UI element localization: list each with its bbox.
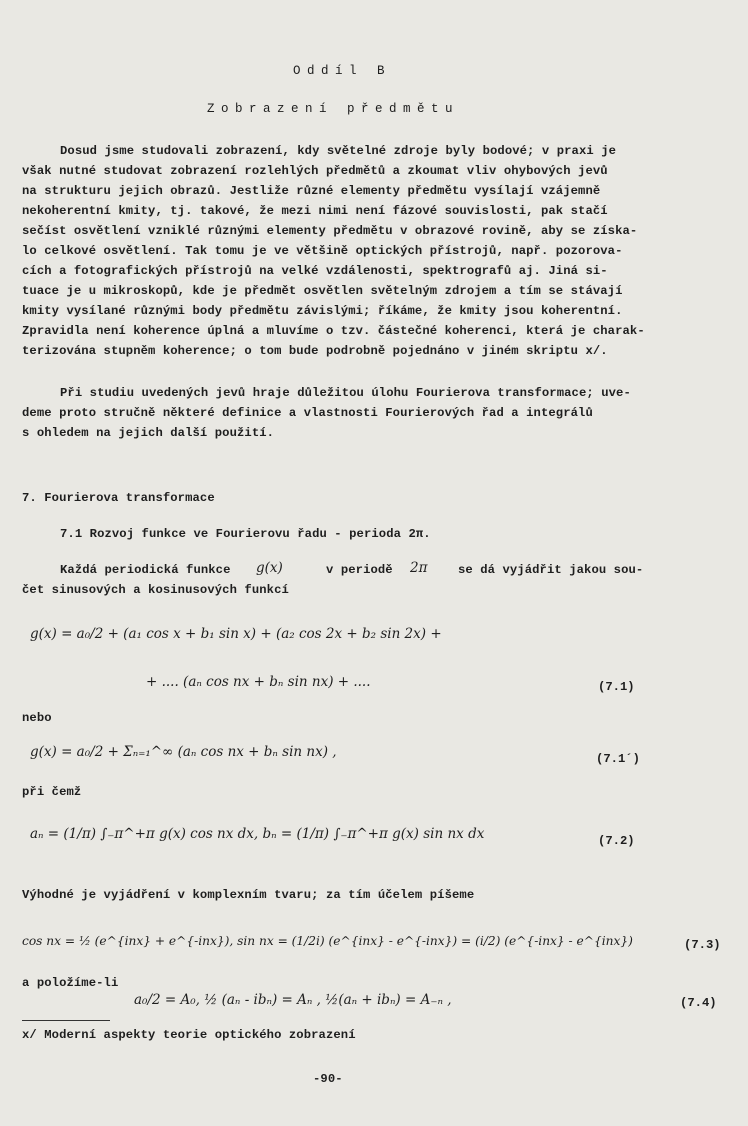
intro-line: sečíst osvětlení vzniklé různými elementy předmětu v obrazové rovině, aby se získa- xyxy=(22,224,638,238)
function-symbol: g(x) xyxy=(256,560,283,576)
intro-line: lo celkové osvětlení. Tak tomu je ve většině optických přístrojů, např. pozorova- xyxy=(22,244,623,258)
intro-line: kmity vysílané různými body předmětu závislými; říkáme, že kmity jsou koherentní. xyxy=(22,304,623,318)
intro-line: však nutné studovat zobrazení rozlehlých předmětů a zkoumat vliv ohybových jevů xyxy=(22,164,608,178)
chapter-heading: 7. Fourierova transformace xyxy=(22,491,215,505)
page-number: -90- xyxy=(313,1072,343,1086)
equation-row: a₀/2 = A₀, ½ (aₙ - ibₙ) = Aₙ , ½(aₙ + ibₙ) = A₋ₙ , xyxy=(134,992,452,1008)
equation-number: (7.4) xyxy=(680,996,717,1010)
intro-line: Dosud jsme studovali zobrazení, kdy světelné zdroje byly bodové; v praxi je xyxy=(60,144,617,158)
period-symbol: 2π xyxy=(410,560,428,576)
footnote: x/ Moderní aspekty teorie optického zobrazení xyxy=(22,1028,356,1042)
para-text: se dá vyjádřit jakou sou- xyxy=(458,563,644,577)
equation-row: + .... (aₙ cos nx + bₙ sin nx) + .... xyxy=(146,674,371,690)
intro-line: na strukturu jejich obrazů. Jestliže různé elementy předmětu vysílají vzájemně xyxy=(22,184,601,198)
section-title: Oddíl B xyxy=(293,64,392,78)
para-text: a položíme-li xyxy=(22,976,119,990)
equation-number: (7.1) xyxy=(598,680,635,694)
equation-row: g(x) = a₀/2 + Σₙ₌₁^∞ (aₙ cos nx + bₙ sin nx) , xyxy=(30,744,337,760)
equation-number: (7.2) xyxy=(598,834,635,848)
footnote-rule xyxy=(22,1020,110,1021)
equation-row: cos nx = ½ (e^{inx} + e^{-inx}), sin nx = (1/2i) (e^{inx} - e^{-inx}) = (i/2) (e^{-inx} - e^{inx}) xyxy=(22,934,633,948)
equation-number: (7.1´) xyxy=(596,752,640,766)
section-subtitle: Zobrazení předmětu xyxy=(207,102,460,116)
para-line: Při studiu uvedených jevů hraje důležitou úlohu Fourierova transformace; uve- xyxy=(60,386,631,400)
intro-line: terizována stupněm koherence; o tom bude podrobně pojednáno v jiném skriptu x/. xyxy=(22,344,608,358)
equation-row: aₙ = (1/π) ∫₋π^+π g(x) cos nx dx, bₙ = (1/π) ∫₋π^+π g(x) sin nx dx xyxy=(30,826,485,842)
subsection-heading: 7.1 Rozvoj funkce ve Fourierovu řadu - perioda 2π. xyxy=(60,527,431,541)
para-line: čet sinusových a kosinusových funkcí xyxy=(22,583,289,597)
para-line: deme proto stručně některé definice a vlastnosti Fourierových řad a integrálů xyxy=(22,406,593,420)
connector-text: nebo xyxy=(22,711,52,725)
para-text: v periodě xyxy=(326,563,393,577)
intro-line: tuace je u mikroskopů, kde je předmět osvětlen světelným zdrojem a tím se stávají xyxy=(22,284,623,298)
equation-number: (7.3) xyxy=(684,938,721,952)
intro-line: nekoherentní kmity, tj. takové, že mezi nimi není fázové souvislosti, pak stačí xyxy=(22,204,608,218)
connector-text: při čemž xyxy=(22,785,82,799)
para-line: s ohledem na jejich další použití. xyxy=(22,426,275,440)
intro-line: Zpravidla není koherence úplná a mluvíme o tzv. částečné koherenci, která je charak- xyxy=(22,324,645,338)
intro-line: cích a fotografických přístrojů na velké vzdálenosti, spektrografů aj. Jiná si- xyxy=(22,264,608,278)
equation-row: g(x) = a₀/2 + (a₁ cos x + b₁ sin x) + (a₂ cos 2x + b₂ sin 2x) + xyxy=(30,626,442,642)
para-text: Každá periodická funkce xyxy=(60,563,231,577)
para-line: Výhodné je vyjádření v komplexním tvaru; za tím účelem píšeme xyxy=(22,888,475,902)
